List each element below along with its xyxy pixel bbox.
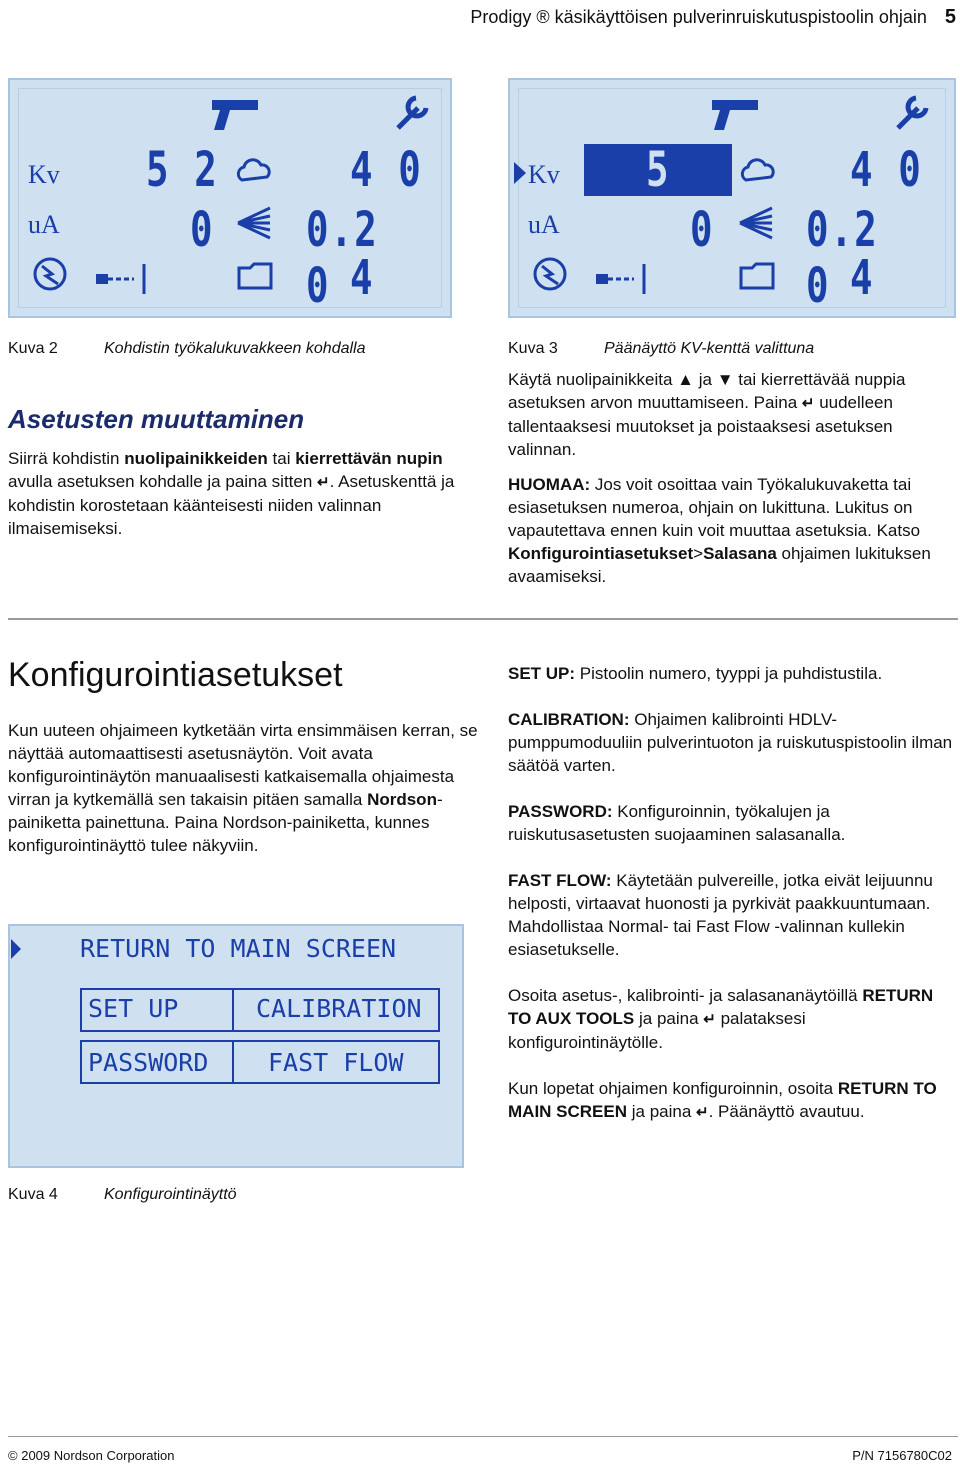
definitions-column xyxy=(508,662,956,1124)
right-top-text xyxy=(508,368,956,588)
section-asetusten xyxy=(8,404,478,540)
kv-value-highlight xyxy=(584,142,732,254)
enter-icon: ↵ xyxy=(703,1011,716,1028)
lcd-main-screen-fig3 xyxy=(508,78,956,318)
header-title: Prodigy ® käsikäyttöisen pulverinruiskutuspistoolin ohjain xyxy=(470,7,927,27)
section-konfig xyxy=(8,656,478,857)
figure3-text: Päänäyttö KV-kenttä valittuna xyxy=(604,340,815,357)
def-password: PASSWORD: Konfiguroinnin, työkalujen ja ruiskutusasetusten suojaaminen salasanalla. xyxy=(508,802,846,844)
down-arrow-icon: ▼ xyxy=(716,370,734,389)
ua-label: uA xyxy=(28,210,60,239)
figure2-number: Kuva 2 xyxy=(8,340,58,357)
pump-flow-icon xyxy=(594,264,654,294)
figure3-caption xyxy=(508,340,814,358)
right-mid-value: 0.2 0 xyxy=(306,202,379,314)
ua-value: 0 xyxy=(690,202,715,258)
kv-label: Kv xyxy=(528,160,560,189)
figure4-text: Konfigurointinäyttö xyxy=(104,1186,237,1203)
right-mid-value: 0.2 0 xyxy=(806,202,879,314)
return-aux-paragraph: Osoita asetus-, kalibrointi- ja salasananäytöillä RETURN TO AUX TOOLS ja paina ↵ palataksesi konfigurointinäytölle. xyxy=(508,986,934,1052)
cursor-arrow-icon xyxy=(512,160,528,186)
enter-icon: ↵ xyxy=(317,474,330,491)
spray-gun-icon xyxy=(708,94,762,134)
spray-pattern-icon xyxy=(738,206,774,240)
note-paragraph: HUOMAA: Jos voit osoittaa vain Työkalukuvaketta tai esiasetuksen numeroa, ohjain on lukittuna. Lukitus on vapautettava ennen kuin voit muuttaa asetuksia. Katso Konfigurointiasetukset>Salasana ohjaimen lukituksen avaamiseksi. xyxy=(508,475,931,586)
copyright-icon: © xyxy=(8,1448,18,1463)
footer-divider xyxy=(8,1436,958,1437)
cursor-arrow-icon xyxy=(10,938,22,960)
def-calibration: CALIBRATION: Ohjaimen kalibrointi HDLV-pumppumoduuliin pulverintuoton ja ruiskutuspistoolin ilman säätöä varten. xyxy=(508,710,953,775)
kv-value: 5 2 xyxy=(646,142,671,254)
right-top-value: 4 0 xyxy=(850,142,923,198)
ua-label: uA xyxy=(528,210,560,239)
figure2-text: Kohdistin työkalukuvakkeen kohdalla xyxy=(104,340,366,357)
konfig-heading: Konfigurointiasetukset xyxy=(8,656,343,694)
cloud-icon xyxy=(738,156,778,186)
password-option[interactable]: PASSWORD xyxy=(88,1048,209,1077)
enter-icon: ↵ xyxy=(696,1104,709,1121)
wrench-icon xyxy=(390,90,434,134)
fastflow-option[interactable]: FAST FLOW xyxy=(268,1048,404,1077)
footer-copyright: © 2009 Nordson Corporation xyxy=(8,1448,175,1463)
folder-icon xyxy=(738,260,776,292)
kv-label: Kv xyxy=(28,160,60,189)
spray-pattern-icon xyxy=(236,206,272,240)
enter-icon: ↵ xyxy=(801,395,815,412)
lightning-circle-icon xyxy=(32,256,68,292)
cloud-icon xyxy=(234,156,274,186)
right-bottom-value: 4 xyxy=(350,250,375,306)
figure4-caption xyxy=(8,1186,237,1204)
arrows-paragraph: Käytä nuolipainikkeita ▲ ja ▼ tai kierrettävää nuppia asetuksen arvon muuttamiseen. Paina ↵ uudelleen tallentaaksesi muutokset ja poistaaksesi asetuksen valinnan. xyxy=(508,370,906,459)
page-number: 5 xyxy=(944,6,956,28)
spray-gun-icon xyxy=(208,94,262,134)
up-arrow-icon: ▲ xyxy=(677,370,694,389)
kv-value: 5 2 xyxy=(146,142,219,198)
return-to-main-option[interactable]: RETURN TO MAIN SCREEN xyxy=(80,934,397,963)
page-header xyxy=(0,6,960,29)
def-setup: SET UP: Pistoolin numero, tyyppi ja puhdistustila. xyxy=(508,664,883,683)
folder-icon xyxy=(236,260,274,292)
lcd-main-screen-fig2 xyxy=(8,78,452,318)
right-bottom-value: 4 xyxy=(850,250,875,306)
right-top-value: 4 0 xyxy=(350,142,423,198)
section-paragraph: Siirrä kohdistin nuolipainikkeiden tai kierrettävän nupin avulla asetuksen kohdalle ja paina sitten ↵. Asetuskenttä ja kohdistin korostetaan käänteisesti niiden valinnan ilmaisemiseksi. xyxy=(8,449,455,538)
figure4-number: Kuva 4 xyxy=(8,1186,58,1203)
return-main-paragraph: Kun lopetat ohjaimen konfiguroinnin, osoita RETURN TO MAIN SCREEN ja paina ↵. Päänäyttö avautuu. xyxy=(508,1079,937,1121)
lightning-circle-icon xyxy=(532,256,568,292)
section-divider xyxy=(8,618,958,620)
config-screen xyxy=(8,924,464,1168)
footer-part-number: P/N 7156780C02 xyxy=(852,1448,952,1463)
def-fastflow: FAST FLOW: Käytetään pulvereille, jotka eivät leijuunnu helposti, virtaavat huonosti ja pyrkivät paakkuuntumaan. Mahdollistaa Normal- tai Fast Flow -valinnan kullekin esiasetukselle. xyxy=(508,871,933,959)
pump-flow-icon xyxy=(94,264,154,294)
calibration-option[interactable]: CALIBRATION xyxy=(256,994,422,1023)
konfig-paragraph: Kun uuteen ohjaimeen kytketään virta ensimmäisen kerran, se näyttää automaattisesti asetusnäytön. Voit avata konfigurointinäytön manuaalisesti katkaisemalla ohjaimesta virran ja kytkemällä sen takaisin pitäen samalla Nordson-painiketta painettuna. Paina Nordson-painiketta, kunnes konfigurointinäyttö tulee näkyviin. xyxy=(8,721,478,855)
setup-option[interactable]: SET UP xyxy=(88,994,179,1023)
section-heading: Asetusten muuttaminen xyxy=(8,404,305,434)
figure2-caption xyxy=(8,340,366,358)
wrench-icon xyxy=(890,90,934,134)
ua-value: 0 xyxy=(190,202,215,258)
figure3-number: Kuva 3 xyxy=(508,340,558,357)
